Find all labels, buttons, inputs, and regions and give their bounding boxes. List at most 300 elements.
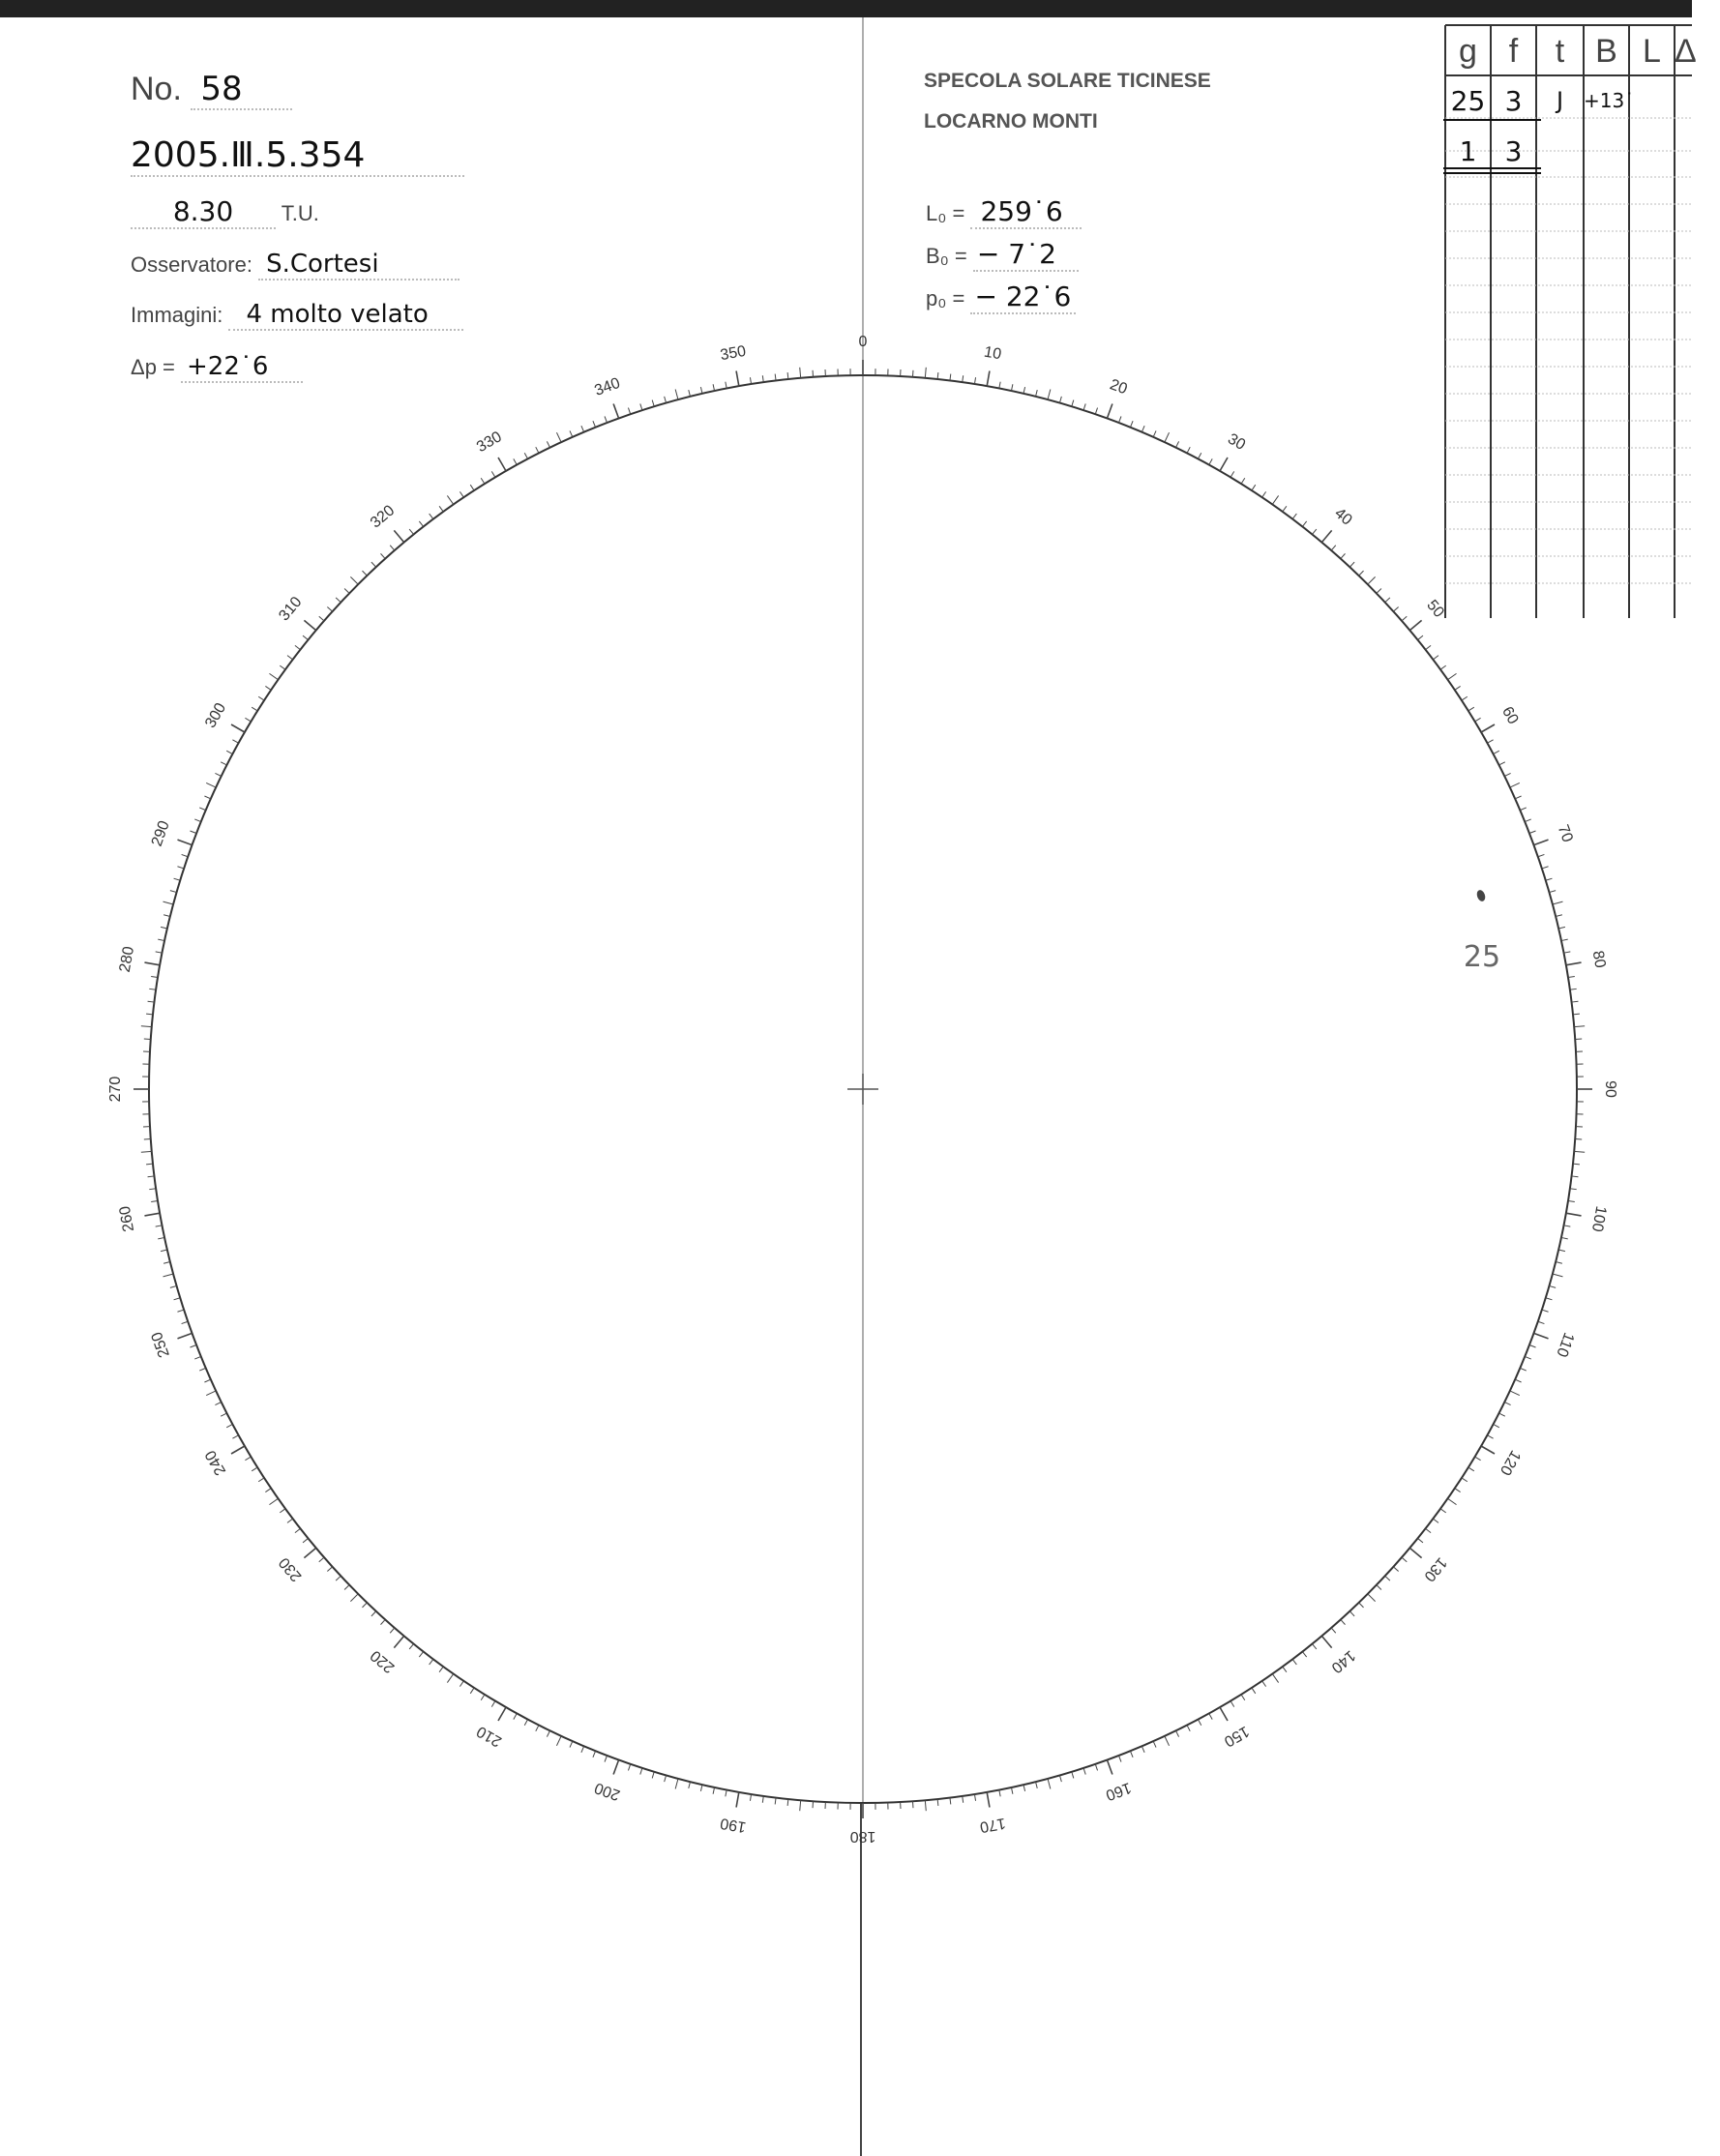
scale-tick <box>581 1746 584 1752</box>
scale-tick <box>1393 606 1398 611</box>
p-label: p₀ = <box>926 286 965 310</box>
scale-tick <box>1176 441 1179 447</box>
institution-location: LOCARNO MONTI <box>924 110 1098 133</box>
scale-tick <box>226 751 232 753</box>
column-header-f: f <box>1508 33 1519 70</box>
scale-tick <box>1510 1391 1520 1396</box>
scale-tick <box>1568 976 1575 977</box>
scale-tick <box>1556 1262 1562 1264</box>
scale-label: 330 <box>474 428 505 457</box>
scale-tick <box>556 432 561 442</box>
scale-tick <box>204 796 210 799</box>
scale-tick <box>1198 1720 1201 1726</box>
scale-tick <box>269 1498 278 1504</box>
scale-tick <box>1520 808 1526 811</box>
scale-tick <box>252 707 257 711</box>
scale-tick <box>319 1557 324 1562</box>
scale-tick <box>1252 1688 1256 1694</box>
scale-tick <box>245 1457 251 1461</box>
scale-tick <box>1553 901 1563 904</box>
scale-tick <box>1272 495 1278 504</box>
scale-tick <box>1481 1446 1495 1454</box>
table-cell: 3 <box>1504 135 1523 167</box>
scale-tick <box>362 1603 367 1608</box>
scale-tick <box>736 1792 739 1808</box>
number-value: 58 <box>191 70 292 110</box>
table-cell: 25 <box>1450 85 1486 117</box>
observer-label: Osservatore: <box>131 252 252 277</box>
column-header-g: g <box>1459 33 1477 70</box>
scale-tick <box>158 939 164 940</box>
scale-tick <box>439 506 443 512</box>
group-number-label: 25 <box>1463 940 1501 974</box>
scale-tick <box>265 686 271 690</box>
scale-tick <box>570 430 573 436</box>
scale-tick <box>1377 1585 1381 1590</box>
L-value: 259˙6 <box>970 195 1082 229</box>
scale-tick <box>556 1736 561 1746</box>
scale-label: 220 <box>367 1646 399 1676</box>
scale-label: 140 <box>1327 1646 1359 1676</box>
scale-tick <box>1118 1756 1121 1762</box>
scale-tick <box>605 416 608 423</box>
scale-tick <box>700 1785 702 1791</box>
scale-tick <box>174 1298 181 1300</box>
scale-tick <box>409 529 413 534</box>
scale-tick <box>1187 1726 1190 1731</box>
scale-tick <box>775 1797 776 1804</box>
scale-tick <box>1368 576 1376 584</box>
scale-tick <box>303 635 308 639</box>
scale-tick <box>593 1751 596 1757</box>
scale-tick <box>394 1636 403 1647</box>
scale-tick <box>1252 485 1256 490</box>
scale-tick <box>419 521 423 527</box>
scale-tick <box>1072 400 1074 407</box>
scale-tick <box>232 740 238 743</box>
scale-label: 20 <box>1107 376 1130 399</box>
scale-tick <box>1059 397 1061 403</box>
scale-tick <box>1023 1785 1025 1791</box>
observer-value: S.Cortesi <box>258 250 460 281</box>
scale-tick <box>1561 1237 1568 1238</box>
sunspot-mark <box>1475 889 1487 902</box>
scale-tick <box>593 421 596 427</box>
scale-tick <box>1573 1164 1580 1165</box>
scale-tick <box>470 1688 474 1694</box>
scale-tick <box>1549 1285 1556 1287</box>
scale-tick <box>1176 1730 1179 1736</box>
scale-tick <box>675 1779 678 1789</box>
scale-tick <box>1312 529 1316 534</box>
scale-label: 150 <box>1221 1722 1252 1750</box>
scale-tick <box>295 645 301 649</box>
scale-tick <box>1418 635 1423 639</box>
scale-tick <box>380 1619 385 1624</box>
scale-tick <box>750 377 751 384</box>
scale-tick <box>1220 1707 1228 1721</box>
scale-tick <box>280 665 285 669</box>
scale-tick <box>1036 390 1038 397</box>
scale-tick <box>231 1446 245 1454</box>
scale-tick <box>1341 1619 1346 1624</box>
scale-tick <box>336 1576 341 1580</box>
scale-tick <box>1359 571 1364 576</box>
scale-tick <box>177 1310 184 1312</box>
scale-tick <box>1426 645 1432 649</box>
scale-tick <box>1558 927 1565 929</box>
scale-tick <box>700 387 702 394</box>
images-value: 4 molto velato <box>228 300 463 331</box>
scale-tick <box>1142 426 1144 431</box>
scale-tick <box>689 390 691 397</box>
scale-label: 40 <box>1331 505 1355 529</box>
scale-tick <box>1455 1489 1461 1492</box>
scale-tick <box>514 1713 517 1719</box>
scale-tick <box>226 1424 232 1427</box>
scale-tick <box>182 854 189 856</box>
scale-tick <box>1494 751 1499 753</box>
scale-tick <box>194 1356 200 1359</box>
scale-label: 310 <box>276 593 306 625</box>
scale-tick <box>1455 686 1461 690</box>
scale-tick <box>336 598 341 603</box>
scale-tick <box>394 530 403 542</box>
scale-tick <box>269 673 278 679</box>
scale-tick <box>628 1764 630 1771</box>
scale-tick <box>800 1800 801 1811</box>
scale-tick <box>470 485 474 490</box>
scale-tick <box>1515 796 1521 799</box>
scale-tick <box>1302 1652 1306 1658</box>
scale-tick <box>1487 740 1493 743</box>
scale-tick <box>498 1707 506 1721</box>
scale-tick <box>1165 1736 1170 1746</box>
scale-tick <box>163 915 170 917</box>
scale-tick <box>1549 891 1556 893</box>
scale-tick <box>204 1379 210 1382</box>
column-header-t: t <box>1555 33 1565 70</box>
scale-tick <box>665 1775 667 1782</box>
scale-tick <box>460 1681 463 1687</box>
scale-tick <box>1481 724 1495 732</box>
scale-tick <box>1525 819 1530 822</box>
scale-tick <box>1368 1594 1376 1602</box>
scale-tick <box>726 1789 727 1796</box>
scale-tick <box>665 397 667 403</box>
scale-tick <box>362 571 367 576</box>
scale-tick <box>144 1213 160 1216</box>
scale-tick <box>652 400 654 407</box>
scale-tick <box>163 1274 174 1277</box>
scale-tick <box>1510 783 1520 787</box>
scale-tick <box>1546 878 1553 880</box>
scale-label: 50 <box>1423 597 1447 621</box>
scale-tick <box>1107 1759 1112 1774</box>
scale-tick <box>987 370 990 386</box>
scale-tick <box>1504 1403 1510 1405</box>
scale-tick <box>146 1164 153 1165</box>
scale-label: 210 <box>474 1722 505 1750</box>
scale-tick <box>148 1001 155 1002</box>
scale-label: 350 <box>719 342 748 365</box>
scale-tick <box>1292 514 1296 519</box>
scale-tick <box>1048 1779 1051 1789</box>
scale-tick <box>937 1799 938 1806</box>
scale-tick <box>174 878 181 880</box>
scale-label: 0 <box>858 334 868 351</box>
scale-tick <box>1561 939 1568 940</box>
scale-tick <box>1546 1298 1553 1300</box>
scale-tick <box>371 562 376 567</box>
scale-tick <box>390 1628 395 1633</box>
scale-tick <box>194 819 200 822</box>
scale-tick <box>304 620 315 630</box>
scale-tick <box>1542 1310 1549 1312</box>
scale-tick <box>652 1772 654 1779</box>
scale-label: 300 <box>202 700 230 731</box>
scale-tick <box>151 1200 158 1201</box>
scale-tick <box>380 553 385 558</box>
scale-tick <box>1402 616 1407 621</box>
scale-tick <box>1574 1026 1585 1027</box>
scale-tick <box>221 762 226 765</box>
scale-tick <box>1529 1344 1536 1347</box>
scale-tick <box>498 458 506 471</box>
scale-tick <box>1566 962 1582 965</box>
scale-tick <box>1487 1435 1493 1438</box>
scale-tick <box>1426 1528 1432 1532</box>
scale-label: 10 <box>982 343 1003 364</box>
scale-tick <box>1377 588 1381 593</box>
scale-tick <box>640 403 642 410</box>
scale-tick <box>524 1720 527 1726</box>
scale-tick <box>344 1585 349 1590</box>
scale-tick <box>675 390 678 400</box>
scale-tick <box>925 368 926 378</box>
scale-tick <box>536 447 539 453</box>
scale-tick <box>1418 1538 1423 1542</box>
L-label: L₀ = <box>926 201 965 225</box>
observation-date: 2005.Ⅲ.5.354 <box>131 135 464 177</box>
scale-tick <box>460 491 463 497</box>
scale-tick <box>1331 546 1336 550</box>
scale-tick <box>937 372 938 379</box>
scale-tick <box>265 1489 271 1492</box>
scale-tick <box>1262 1681 1266 1687</box>
scale-tick <box>581 426 584 431</box>
scale-label: 280 <box>116 945 138 974</box>
scale-tick <box>1321 530 1331 542</box>
scale-tick <box>787 1799 788 1806</box>
scale-tick <box>161 927 167 929</box>
scale-tick <box>736 370 739 386</box>
scale-tick <box>1130 421 1133 427</box>
images-label: Immagini: <box>131 303 223 327</box>
scale-tick <box>149 1189 156 1190</box>
scale-label: 30 <box>1225 430 1249 455</box>
scale-tick <box>613 403 618 418</box>
scale-tick <box>1142 1746 1144 1752</box>
scale-label: 240 <box>202 1447 230 1478</box>
scale-label: 340 <box>592 374 623 399</box>
scale-tick <box>1231 1701 1234 1707</box>
scale-tick <box>1349 562 1354 567</box>
scale-tick <box>1072 1772 1074 1779</box>
delta-p-label: Δp = <box>131 355 175 379</box>
scale-tick <box>215 773 221 776</box>
scale-tick <box>245 718 251 722</box>
scale-tick <box>514 458 517 464</box>
delta-p-value: +22˙6 <box>181 352 303 383</box>
scale-tick <box>1433 1519 1438 1522</box>
scale-tick <box>1433 656 1438 660</box>
scale-tick <box>726 382 727 389</box>
scale-tick <box>1393 1567 1398 1572</box>
scale-tick <box>158 1237 164 1238</box>
scale-tick <box>1515 1379 1521 1382</box>
scale-tick <box>750 1794 751 1801</box>
scale-tick <box>570 1741 573 1747</box>
scale-tick <box>258 1478 264 1482</box>
scale-tick <box>547 441 549 447</box>
table-cell: 3 <box>1504 85 1523 117</box>
B-label: B₀ = <box>926 244 967 268</box>
scale-tick <box>481 1695 485 1700</box>
scale-tick <box>963 375 964 382</box>
scale-tick <box>177 867 184 869</box>
scale-tick <box>190 1344 196 1347</box>
scale-tick <box>1448 673 1457 679</box>
scale-tick <box>1568 1200 1575 1201</box>
scale-tick <box>1475 1457 1481 1461</box>
scale-tick <box>141 1026 152 1027</box>
scale-tick <box>999 1789 1000 1796</box>
scale-tick <box>319 616 324 621</box>
scale-tick <box>713 384 714 391</box>
time-unit: T.U. <box>281 201 319 225</box>
scale-tick <box>148 1176 155 1177</box>
scale-tick <box>419 1652 423 1658</box>
scale-tick <box>974 1794 975 1801</box>
scale-tick <box>1571 1001 1578 1002</box>
scale-tick <box>1231 471 1234 477</box>
scale-tick <box>1153 1741 1156 1747</box>
scale-tick <box>1553 1274 1563 1277</box>
scale-tick <box>1187 447 1190 453</box>
scale-tick <box>1504 773 1510 776</box>
scale-label: 170 <box>978 1814 1007 1836</box>
scale-tick <box>206 783 216 787</box>
scale-tick <box>350 1594 358 1602</box>
scale-label: 80 <box>1588 949 1609 970</box>
scale-tick <box>1440 1509 1446 1513</box>
scale-tick <box>156 952 163 953</box>
scale-tick <box>1241 478 1245 484</box>
scale-tick <box>206 1391 216 1396</box>
scale-tick <box>1520 1368 1526 1371</box>
scale-tick <box>1409 1548 1421 1557</box>
scale-tick <box>1542 867 1549 869</box>
scale-tick <box>1462 1478 1468 1482</box>
scale-tick <box>304 1548 315 1557</box>
scale-tick <box>950 1797 951 1804</box>
scale-tick <box>491 471 495 477</box>
scale-tick <box>1262 491 1266 497</box>
scale-tick <box>287 1519 293 1522</box>
scale-tick <box>1402 1557 1407 1562</box>
scale-tick <box>1095 408 1097 415</box>
scale-tick <box>1321 1636 1331 1647</box>
scale-tick <box>1440 665 1446 669</box>
scale-tick <box>547 1730 549 1736</box>
scale-tick <box>1448 1498 1457 1504</box>
scale-tick <box>963 1796 964 1803</box>
scale-label: 290 <box>148 818 173 849</box>
scale-tick <box>252 1467 257 1471</box>
scale-tick <box>1023 387 1025 394</box>
scale-tick <box>491 1701 495 1707</box>
scale-tick <box>1566 1213 1582 1216</box>
scale-label: 180 <box>849 1827 876 1845</box>
scale-tick <box>1198 453 1201 458</box>
scale-label: 110 <box>1553 1330 1578 1360</box>
scale-tick <box>1165 432 1170 442</box>
scale-tick <box>974 377 975 384</box>
scale-tick <box>925 1800 926 1811</box>
scale-tick <box>409 1644 413 1649</box>
scale-tick <box>303 1538 308 1542</box>
scale-tick <box>605 1756 608 1762</box>
scale-tick <box>439 1667 443 1672</box>
scale-tick <box>1283 506 1287 512</box>
scale-tick <box>1083 1768 1085 1775</box>
scale-tick <box>1571 1176 1578 1177</box>
scale-tick <box>170 1285 177 1287</box>
scale-label: 160 <box>1103 1779 1134 1804</box>
scale-tick <box>1048 390 1051 400</box>
scale-tick <box>344 588 349 593</box>
scale-tick <box>1095 1764 1097 1771</box>
scale-tick <box>1349 1611 1354 1616</box>
scale-label: 100 <box>1587 1204 1610 1233</box>
scale-tick <box>1302 521 1306 527</box>
scale-tick <box>762 375 763 382</box>
scale-tick <box>1563 952 1570 953</box>
scale-tick <box>232 1435 238 1438</box>
scale-tick <box>327 1567 332 1572</box>
scale-label: 70 <box>1554 822 1576 845</box>
scale-tick <box>170 891 177 893</box>
scale-tick <box>1011 1787 1012 1794</box>
scale-tick <box>163 901 174 904</box>
scale-label: 60 <box>1498 703 1522 727</box>
scale-tick <box>1341 553 1346 558</box>
scale-tick <box>215 1403 221 1405</box>
scale-tick <box>190 831 196 834</box>
scale-tick <box>1462 696 1468 700</box>
column-header-B: B <box>1595 33 1617 70</box>
scale-tick <box>1475 718 1481 722</box>
scale-tick <box>221 1413 226 1416</box>
scale-label: 320 <box>367 502 399 532</box>
scale-tick <box>987 1792 990 1808</box>
scale-tick <box>713 1787 714 1794</box>
scale-label: 250 <box>148 1329 173 1360</box>
scale-tick <box>1570 1189 1577 1190</box>
scale-tick <box>1538 1321 1545 1323</box>
scale-tick <box>1059 1775 1061 1782</box>
